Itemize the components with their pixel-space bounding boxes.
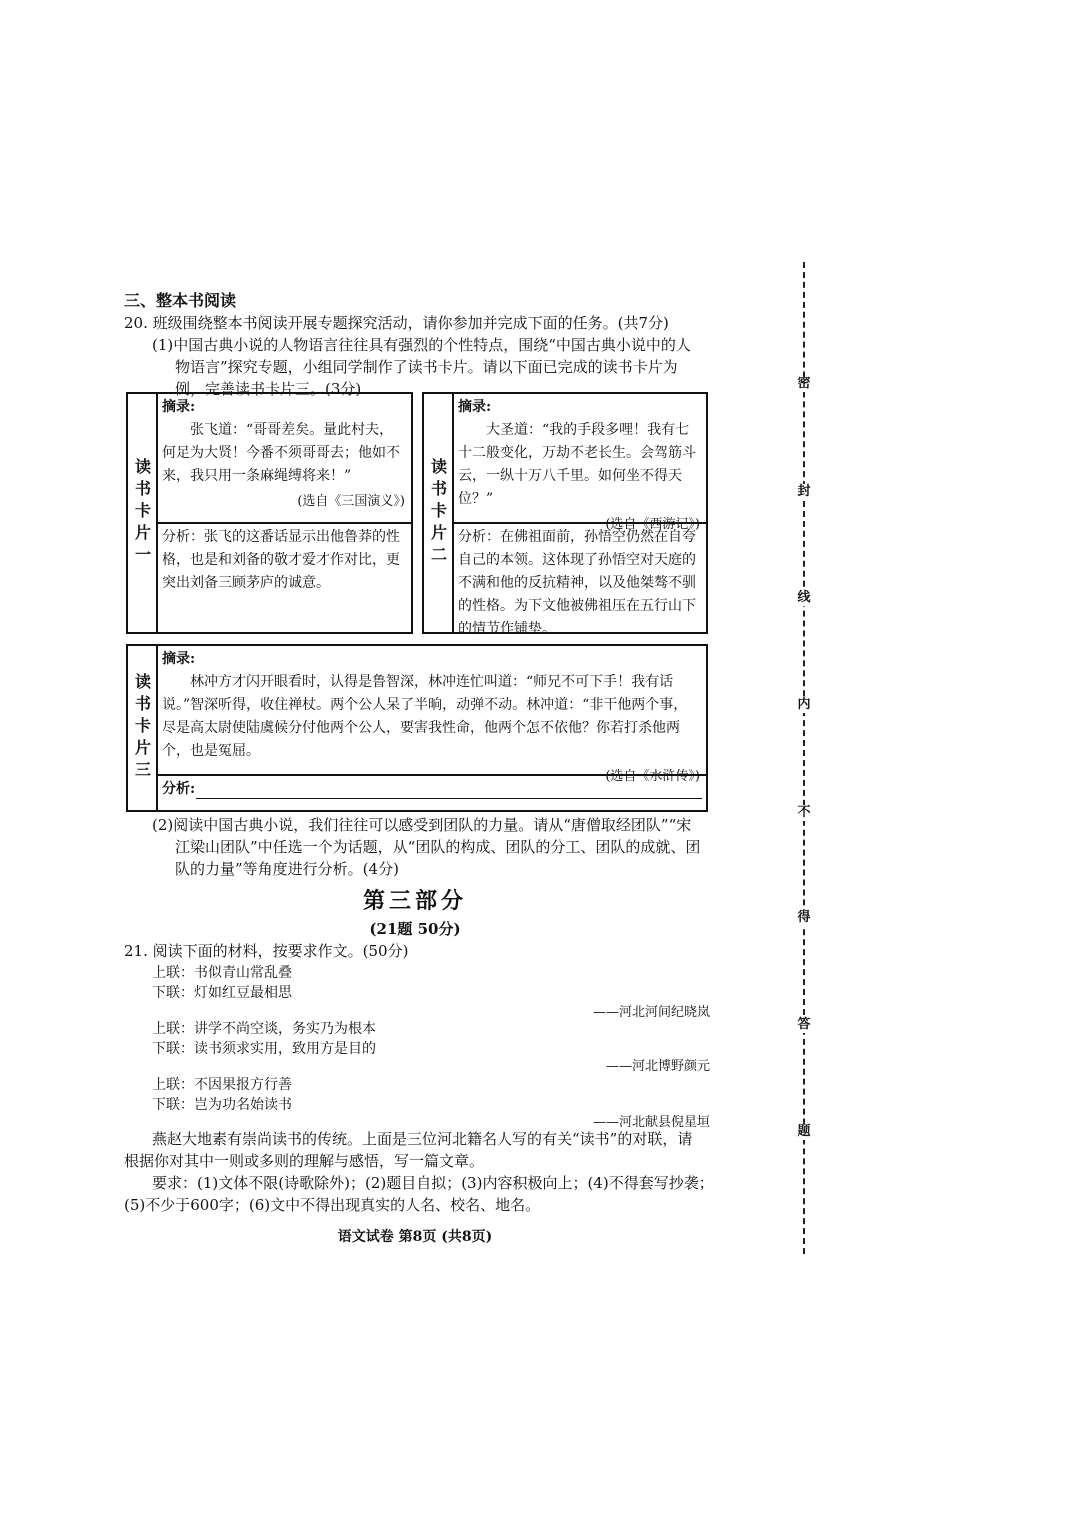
- card2-label: 读书卡片二: [424, 394, 454, 632]
- card1-excerpt-label: 摘录:: [162, 399, 196, 415]
- seal-char-7: 答: [797, 1017, 811, 1032]
- q21-stem: 21. 阅读下面的材料，按要求作文。(50分): [124, 942, 409, 960]
- q20-sub2-line3: 队的力量”等角度进行分析。(4分): [175, 860, 399, 878]
- seal-char-2: 封: [797, 484, 811, 499]
- q20-sub1-line3: 例，完善读书卡片三。(3分): [175, 380, 362, 398]
- card2-excerpt: 大圣道：“我的手段多哩！我有七十二般变化，万劫不老长生。会驾筋斗云，一纵十万八千里。如何坐不得天位？”: [458, 422, 696, 507]
- card2-analysis: 分析：在佛祖面前，孙悟空仍然在自夸自己的本领。这体现了孙悟空对天庭的不满和他的反抗精神，以及他桀骜不驯的性格。为下文他被佛祖压在五行山下的情节作铺垫。: [452, 522, 706, 632]
- card3-excerpt-label: 摘录:: [162, 651, 196, 667]
- reading-card-1: [126, 392, 413, 634]
- q20-sub2-line2: 江梁山团队”中任选一个为话题，从“团队的构成、团队的分工、团队的成就、团: [175, 838, 701, 856]
- q20-sub1-line1: (1)中国古典小说的人物语言往往具有强烈的个性特点，围绕“中国古典小说中的人: [152, 336, 691, 354]
- q20-sub2-line1: (2)阅读中国古典小说，我们往往可以感受到团队的力量。请从“唐僧取经团队”“宋: [152, 816, 692, 834]
- part3-title: 第三部分: [362, 888, 467, 914]
- couplet2-author: ——河北博野颜元: [605, 1059, 710, 1074]
- q20-stem: 20. 班级围绕整本书阅读开展专题探究活动，请你参加并完成下面的任务。(共7分): [124, 314, 669, 332]
- q21-body-line2: 根据你对其中一则或多则的理解与感悟，写一篇文章。: [124, 1152, 485, 1170]
- couplet2-upper: 上联：讲学不尚空谈，务实乃为根本: [152, 1021, 376, 1037]
- card3-analysis-label: 分析:: [162, 781, 196, 797]
- card1-analysis: 分析：张飞的这番话显示出他鲁莽的性格，也是和刘备的敬才爱才作对比，更突出刘备三顾茅庐的诚意。: [156, 522, 411, 632]
- q21-body-line1: 燕赵大地素有崇尚读书的传统。上面是三位河北籍名人写的有关“读书”的对联，请: [152, 1130, 693, 1148]
- seal-dashed-line: [803, 262, 805, 1254]
- seal-char-1: 密: [797, 376, 811, 391]
- couplet3-lower: 下联：岂为功名始读书: [152, 1097, 292, 1113]
- card2-excerpt-section: [452, 394, 706, 532]
- seal-char-6: 得: [797, 910, 811, 925]
- couplet2-lower: 下联：读书须求实用，致用方是目的: [152, 1041, 376, 1057]
- card1-excerpt: 张飞道：“哥哥差矣。量此村夫，何足为大贤！今番不须哥哥去；他如不来，我只用一条麻绳缚将来！”: [162, 422, 400, 484]
- seal-char-8: 题: [797, 1124, 811, 1139]
- seal-char-5: 不: [797, 805, 811, 820]
- card3-excerpt: 林冲方才闪开眼看时，认得是鲁智深，林冲连忙叫道：“师兄不可下手！我有话说。”智深听得，收住禅杖。两个公人呆了半晌，动弹不动。林冲道：“非干他两个事，尽是高太尉使陆虞候分付他两个公人，要害我性命，他两个怎不依他？你若打杀他两个，也是冤屈。: [162, 674, 688, 759]
- card1-excerpt-section: [156, 394, 411, 522]
- q21-req-line2: (5)不少于600字；(6)文中不得出现真实的人名、校名、地名。: [124, 1196, 541, 1214]
- card3-source: (选自《水浒传》): [605, 769, 700, 784]
- card3-excerpt-section: [156, 646, 706, 784]
- card3-answer-line[interactable]: [196, 798, 702, 799]
- card2-excerpt-label: 摘录:: [458, 399, 492, 415]
- q20-sub1-line2: 物语言”探究专题，小组同学制作了读书卡片。请以下面已完成的读书卡片为: [175, 358, 678, 376]
- couplet1-lower: 下联：灯如红豆最相思: [152, 985, 292, 1001]
- couplet3-author: ——河北献县倪星垣: [592, 1115, 710, 1130]
- card2-source: (选自《西游记》): [605, 517, 700, 532]
- section-title: 三、整本书阅读: [124, 291, 237, 310]
- part3-subtitle: (21题 50分): [369, 920, 461, 938]
- seal-char-4: 内: [797, 697, 811, 712]
- q21-req-line1: 要求：(1)文体不限(诗歌除外)；(2)题目自拟；(3)内容积极向上；(4)不得套写抄袭；: [152, 1174, 714, 1192]
- couplet1-author: ——河北河间纪晓岚: [592, 1005, 710, 1020]
- card1-source: (选自《三国演义》): [297, 494, 405, 509]
- reading-card-2: [422, 392, 708, 637]
- couplet1-upper: 上联：书似青山常乱叠: [152, 965, 292, 981]
- card1-label: 读书卡片一: [128, 394, 158, 632]
- card3-analysis-section[interactable]: [156, 774, 706, 810]
- couplet3-upper: 上联：不因果报方行善: [152, 1077, 292, 1093]
- page-footer: 语文试卷 第8页 (共8页): [337, 1229, 493, 1245]
- card3-label: 读书卡片三: [128, 646, 158, 810]
- reading-card-3: [126, 644, 708, 812]
- seal-char-3: 线: [797, 590, 811, 605]
